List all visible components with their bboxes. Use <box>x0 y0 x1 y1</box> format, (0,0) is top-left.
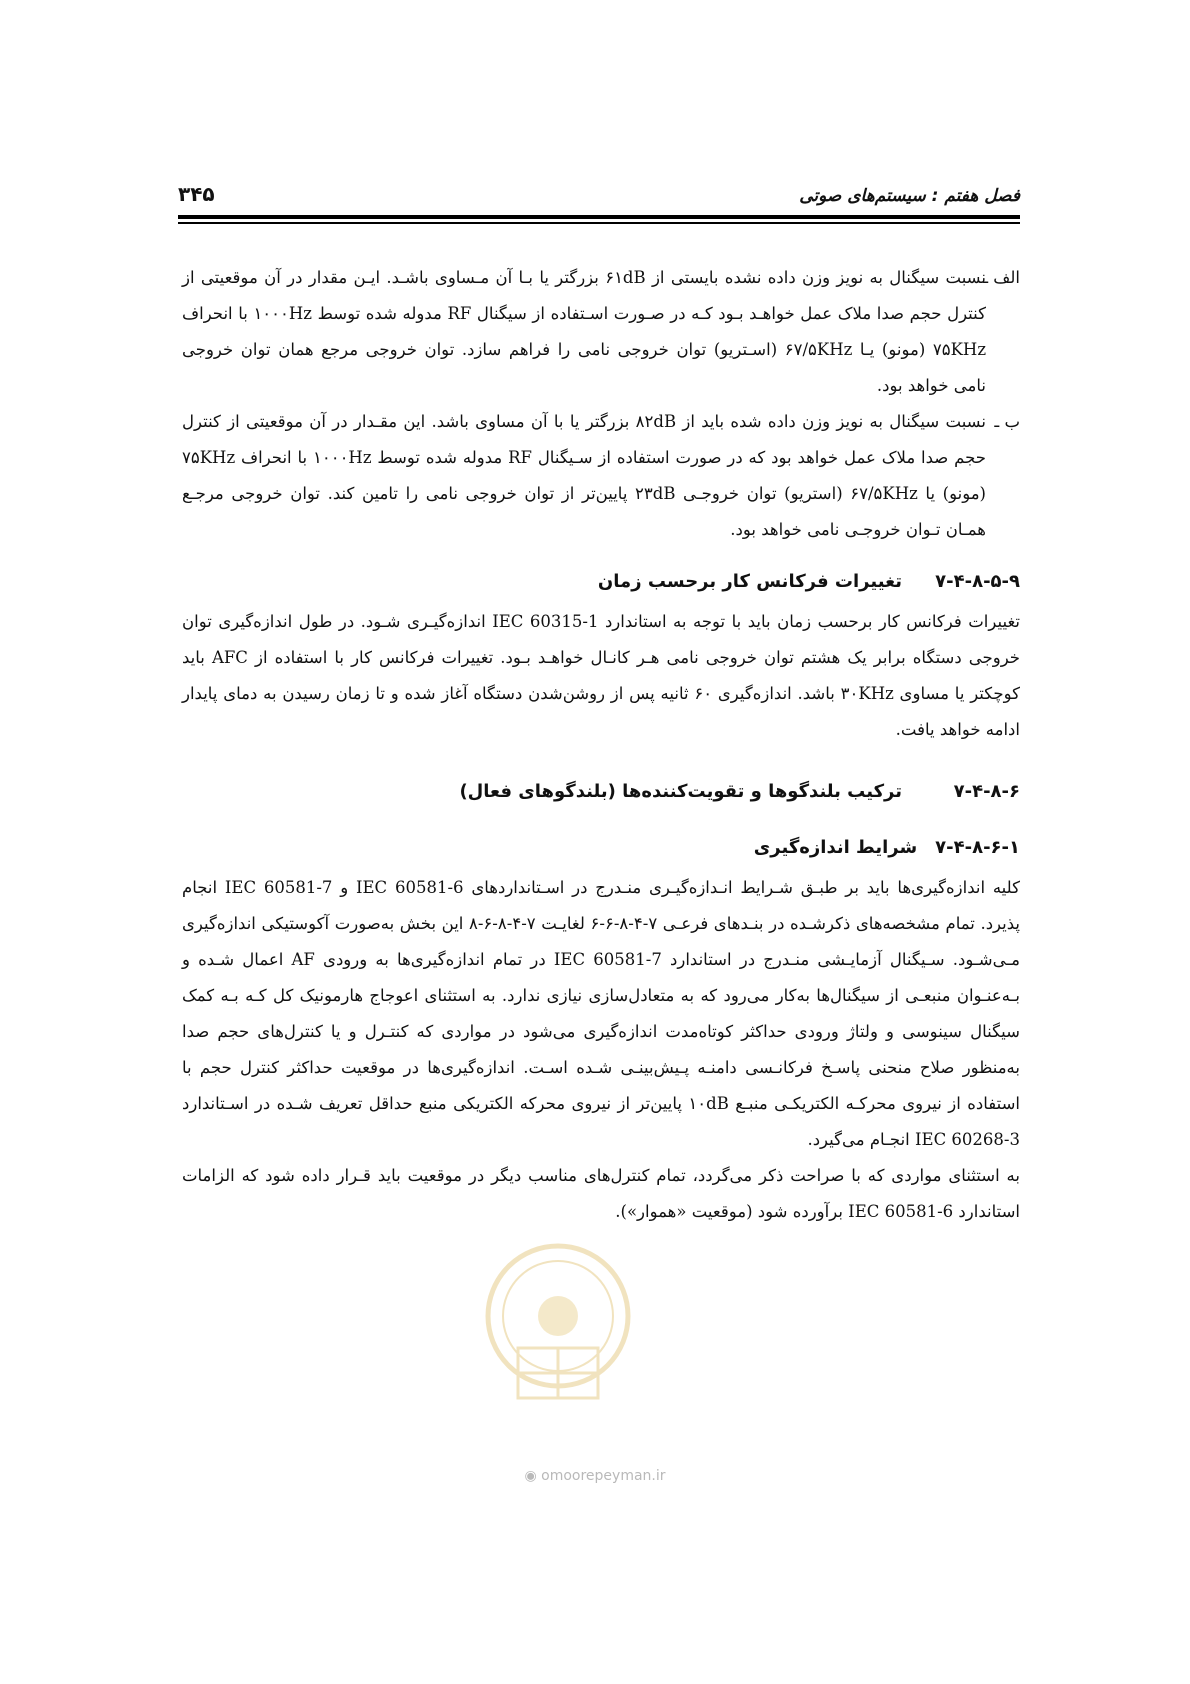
section-9-paragraph: تغییرات فرکانس کار برحسب زمان باید با توجه به استاندارد IEC 60315-1 اندازه‌گیـری شـود. در طول اندازه‌گیری توان خروجی دستگاه برابر یک هشتم توان خروجی نامی هـر کانـال خواهـد بـود. تغییرات فرکانس کار با استفاده از AFC باید کوچکتر یا مساوی ۳۰KHz باشد. اندازه‌گیری ۶۰ ثانیه پس از روشن‌شدن دستگاه آغاز شده و تا زمان رسیدن به دمای پایدار ادامه خواهد یافت. <box>182 612 1021 739</box>
section-title: ترکیب بلندگوها و تقویت‌کننده‌ها (بلندگوهای فعال) <box>459 781 902 802</box>
section-6-1-paragraph-2: به استثنای مواردی که با صراحت ذکر می‌گردد، تمام کنترل‌های مناسب دیگر در موقعیت باید قـرار داده شود که الزامات استاندارد IEC 60581-6 برآورده شود (موقعیت «هموار»). <box>182 1166 1020 1221</box>
chapter-title: فصل هفتم : سیستم‌های صوتی <box>799 186 1020 206</box>
header-rule-thick <box>178 215 1020 219</box>
section-heading-6 <box>182 774 1020 810</box>
list-label: الف ـ <box>983 268 1020 287</box>
list-item-alef <box>182 260 1020 404</box>
section-6-1-paragraph-1: کلیه اندازه‌گیری‌ها باید بر طبـق شـرایط انـدازه‌گیـری منـدرج در اسـتانداردهای IEC 60581-6 و IEC 60581-7 انجام پذیرد. تمام مشخصه‌های ذکرشـده در بنـدهای فرعـی ۷-۴-۸-۶-۶ لغایـت ۷-۴-۸-۶-۸ این بخش به‌صورت آکوستیکی اندازه‌گیری مـی‌شـود. سـیگنال آزمایـشی منـدرج در استاندارد IEC 60581-7 در تمام اندازه‌گیری‌ها به ورودی AF اعمال شـده و بـه‌عنـوان منبعـی از سیگنال‌ها به‌کار می‌رود که به متعادل‌سازی نیازی ندارد. به استثنای اعوجاج هارمونیک کل کـه بـه کمک سیگنال سینوسی و ولتاژ ورودی حداکثر کوتاه‌مدت اندازه‌گیری می‌شود در مواردی که کنتـرل و یا کنترل‌های حجم صدا به‌منظور صلاح منحنی پاسـخ فرکانـسی دامنـه پـیش‌بینـی شـده اسـت. اندازه‌گیری‌ها در موقعیت حداکثر کنترل حجم با استفاده از نیروی محرکـه الکتریکـی منبـع ۱۰dB پایین‌تر از نیروی محرکه الکتریکی منبع حداقل تعریف شـده در اسـتاندارد IEC 60268-3 انجـام می‌گیرد. <box>182 878 1021 1149</box>
list-item-be <box>182 404 1020 548</box>
section-title: تغییرات فرکانس کار برحسب زمان <box>597 571 902 592</box>
section-title: شرایط اندازه‌گیری <box>753 837 918 858</box>
section-number: ۷-۴-۸-۶ <box>953 781 1020 802</box>
page-header <box>178 182 1020 212</box>
section-number: ۷-۴-۸-۶-۱ <box>935 837 1020 858</box>
page-body <box>182 260 1020 1230</box>
list-text: نسبت سیگنال به نویز وزن داده نشده بایستی از ۶۱dB بزرگتر یا بـا آن مـساوی باشـد. ایـن مقدار در آن موقعیتی از کنترل حجم صدا ملاک عمل خواهـد بـود کـه در صـورت اسـتفاده از سیگنال RF مدوله شده توسط ۱۰۰۰Hz با انحراف ۷۵KHz (مونو) یـا ۶۷/۵KHz (اسـتریو) توان خروجی نامی را فراهم سازد. توان خروجی مرجع همان توان خروجی نامی خواهد بود. <box>182 268 987 395</box>
section-heading-9 <box>182 564 1020 600</box>
section-number: ۷-۴-۸-۵-۹ <box>935 571 1020 592</box>
page-number: ۳۴۵ <box>178 182 215 206</box>
site-watermark <box>0 1468 1190 1484</box>
header-rule-thin <box>178 222 1020 224</box>
list-text: نسبت سیگنال به نویز وزن داده شده باید از ۸۲dB بزرگتر یا با آن مساوی باشد. این مقـدار در آن موقعیتی از کنترل حجم صدا ملاک عمل خواهد بود که در صورت استفاده از سـیگنال RF مدوله شده توسط ۱۰۰۰Hz با انحراف ۷۵KHz (مونو) یا ۶۷/۵KHz (استریو) توان خروجـی ۲۳dB پایین‌تر از توان خروجی نامی را تامین کند. توان خروجی مرجـع همـان تـوان خروجـی نامی خواهد بود. <box>182 412 986 539</box>
list-label: ب ـ <box>994 412 1020 431</box>
site-watermark-text: omoorepeyman.ir <box>541 1468 666 1484</box>
globe-icon: ◉ <box>524 1468 542 1484</box>
section-heading-6-1 <box>182 830 1020 866</box>
publisher-seal-watermark <box>478 1238 638 1408</box>
